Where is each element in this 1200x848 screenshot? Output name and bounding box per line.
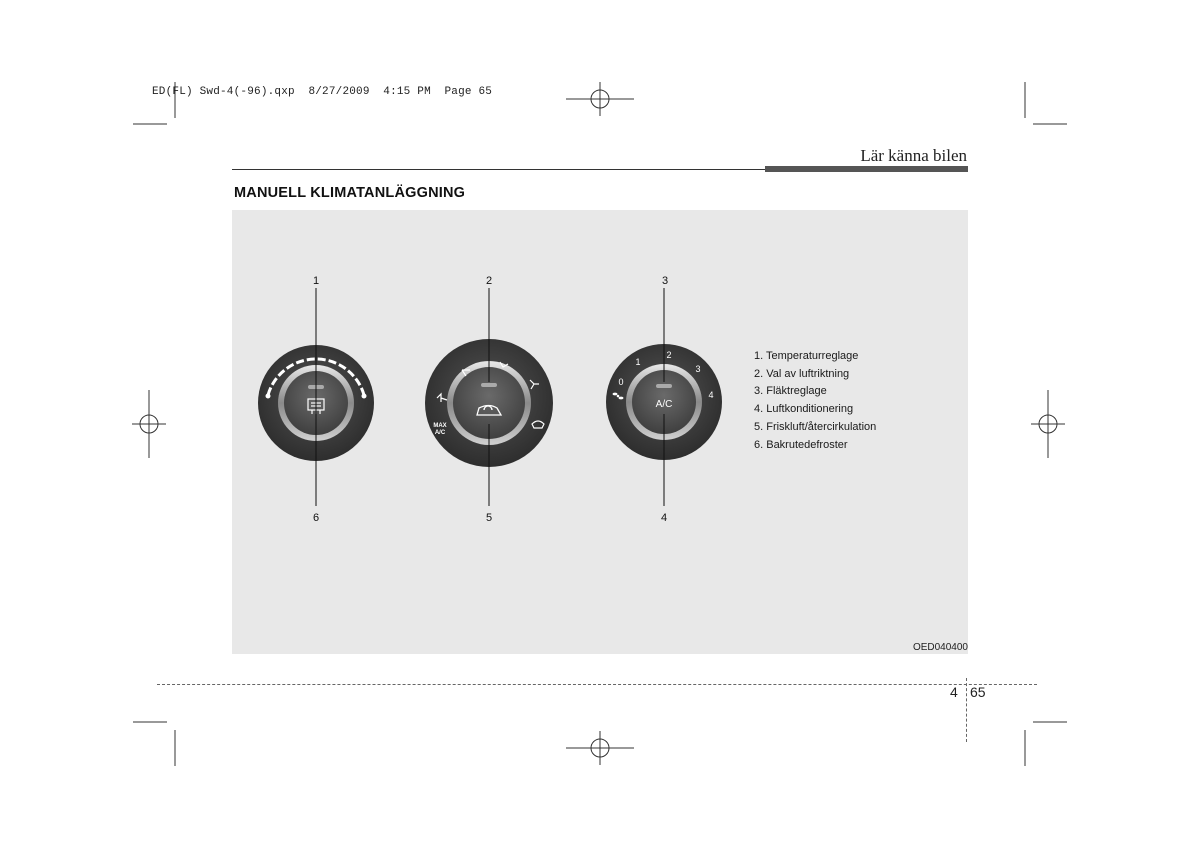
chapter-number: 4 bbox=[950, 684, 958, 700]
section-title: MANUELL KLIMATANLÄGGNING bbox=[234, 185, 466, 201]
fan-label-3: 3 bbox=[695, 364, 701, 374]
legend-item: 3. Fläktreglage bbox=[754, 385, 827, 398]
page-number-separator bbox=[966, 678, 967, 742]
header-bar bbox=[765, 166, 968, 172]
legend-item: 6. Bakrutedefroster bbox=[754, 438, 848, 451]
callout-2: 2 bbox=[485, 275, 493, 287]
registration-target-top bbox=[566, 82, 634, 116]
registration-target-bottom bbox=[566, 731, 634, 765]
print-slug bbox=[152, 86, 492, 98]
max-ac-label-bottom: A/C bbox=[434, 430, 446, 436]
slug-time: 4:15 PM bbox=[383, 86, 431, 98]
callout-3: 3 bbox=[661, 275, 669, 287]
legend-item: 4. Luftkonditionering bbox=[754, 403, 854, 416]
fan-label-0: 0 bbox=[618, 377, 624, 387]
registration-target-right bbox=[1031, 390, 1065, 458]
slug-date: 8/27/2009 bbox=[308, 86, 370, 98]
slug-page: Page 65 bbox=[444, 86, 493, 98]
legend-item: 2. Val av luftriktning bbox=[754, 367, 850, 380]
legend-list bbox=[754, 348, 876, 454]
max-ac-label-top: MAX bbox=[433, 423, 447, 429]
figure-code: OED040400 bbox=[912, 642, 968, 653]
legend-item: 5. Friskluft/återcirkulation bbox=[754, 420, 877, 433]
fan-label-2: 2 bbox=[666, 350, 672, 360]
callout-1: 1 bbox=[312, 275, 320, 287]
page-number: 65 bbox=[970, 684, 986, 700]
callout-6: 6 bbox=[312, 512, 320, 524]
chapter-title: Lär känna bilen bbox=[860, 146, 967, 165]
header-rule bbox=[232, 169, 765, 170]
callout-5: 5 bbox=[485, 512, 493, 524]
fan-label-4: 4 bbox=[708, 390, 714, 400]
fan-label-1: 1 bbox=[635, 357, 641, 367]
legend-item: 1. Temperaturreglage bbox=[754, 350, 859, 362]
registration-target-left bbox=[132, 390, 166, 458]
footer-dashed-rule bbox=[157, 684, 1037, 685]
ac-button-label: A/C bbox=[655, 399, 673, 410]
slug-file: ED(FL) Swd-4(-96).qxp bbox=[152, 86, 295, 98]
callout-4: 4 bbox=[660, 512, 668, 524]
